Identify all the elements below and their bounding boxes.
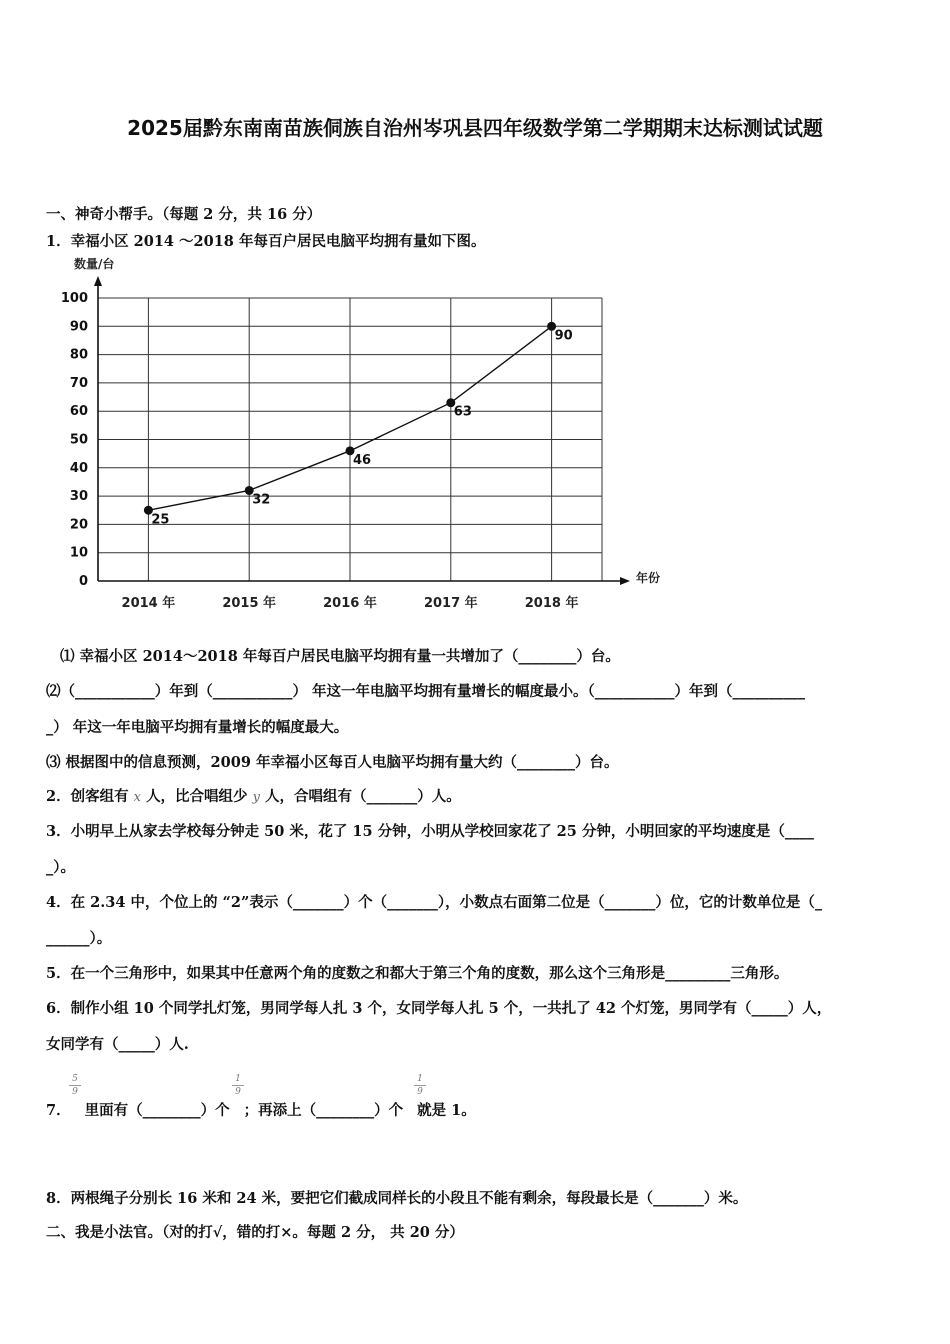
x-axis-label: 年份 — [636, 571, 661, 585]
q2-part1: 2．创客组有 — [46, 788, 129, 805]
q2-part2: 人，比合唱组少 — [146, 788, 248, 805]
y-tick-label: 40 — [69, 460, 88, 476]
x-axis-arrow — [620, 577, 630, 585]
data-label: 63 — [453, 404, 472, 420]
x-tick-label: 2015 年 — [222, 596, 277, 611]
x-tick-label: 2018 年 — [524, 596, 579, 611]
q2-var-y: y — [252, 790, 260, 805]
question-5: 5．在一个三角形中，如果其中任意两个角的度数之和都大于第三个角的度数，那么这个三角形是_________三角形。 — [46, 965, 789, 982]
question-1-2: ⑵（___________）年到（___________） 年这一年电脑平均拥有量增长的幅度最小。（___________）年到（__________ — [46, 683, 806, 700]
x-tick-label: 2014 年 — [121, 596, 176, 611]
question-2 — [46, 785, 461, 806]
section-2-heading: 二、我是小法官。（对的打√，错的打×。每题 2 分， 共 20 分） — [46, 1224, 464, 1241]
fraction-1-9-a: 1 9 — [232, 1074, 244, 1097]
y-tick-label: 70 — [69, 375, 88, 391]
y-axis-label: 数量/台 — [74, 257, 115, 271]
question-1-1: ⑴ 幸福小区 2014～2018 年每百户居民电脑平均拥有量一共增加了（________）台。 — [60, 648, 620, 665]
data-label: 32 — [252, 492, 271, 508]
data-label: 25 — [151, 512, 170, 528]
question-6-continued: 女同学有（_____）人. — [46, 1036, 189, 1053]
section-1-heading: 一、神奇小帮手。（每题 2 分，共 16 分） — [46, 206, 322, 223]
y-tick-label: 90 — [69, 319, 88, 335]
page-title: 2025届黔东南南苗族侗族自治州岑巩县四年级数学第二学期期末达标测试试题 — [127, 116, 823, 140]
question-1-3: ⑶ 根据图中的信息预测，2009 年幸福小区每百人电脑平均拥有量大约（________）台。 — [46, 754, 619, 771]
y-tick-labels — [61, 291, 88, 589]
question-1-2-continued: _） 年这一年电脑平均拥有量增长的幅度最大。 — [46, 719, 349, 736]
y-tick-label: 20 — [69, 517, 88, 533]
y-tick-label: 10 — [69, 545, 88, 561]
question-3-continued: _）。 — [46, 859, 75, 876]
chart-grid — [98, 298, 602, 581]
question-8: 8．两根绳子分别长 16 米和 24 米，要把它们截成同样长的小段且不能有剩余，每段最长是（_______）米。 — [46, 1190, 748, 1207]
q7-number: 7． — [46, 1102, 71, 1119]
q2-part3: 人，合唱组有（_______）人。 — [265, 788, 461, 805]
y-tick-label: 30 — [69, 489, 88, 505]
x-tick-labels — [122, 595, 579, 611]
question-7 — [46, 1099, 476, 1120]
q7-part3: 就是 1。 — [417, 1102, 476, 1119]
question-6: 6．制作小组 10 个同学扎灯笼，男同学每人扎 3 个，女同学每人扎 5 个，一共扎了 42 个灯笼，男同学有（_____）人， — [46, 1000, 832, 1017]
fraction-1-9-b: 1 9 — [414, 1074, 426, 1097]
y-tick-label: 50 — [69, 432, 88, 448]
line-chart — [60, 250, 680, 620]
data-label: 46 — [353, 452, 372, 468]
question-1: 1．幸福小区 2014 ～2018 年每百户居民电脑平均拥有量如下图。 — [46, 233, 486, 250]
x-tick-label: 2016 年 — [323, 596, 377, 611]
q7-part2: ；再添上（________）个 — [243, 1102, 404, 1119]
y-tick-label: 60 — [69, 404, 88, 420]
fraction-5-9: 5 9 — [69, 1074, 81, 1097]
y-tick-label: 80 — [69, 347, 88, 363]
question-3: 3．小明早上从家去学校每分钟走 50 米，花了 15 分钟，小明从学校回家花了 25 分钟，小明回家的平均速度是（____ — [46, 823, 814, 840]
y-axis-arrow — [94, 276, 102, 286]
q7-part1: 里面有（________）个 — [84, 1102, 230, 1119]
q2-var-x: x — [133, 790, 141, 805]
data-label: 90 — [554, 328, 573, 344]
question-4-continued: ______）。 — [46, 930, 112, 947]
question-4: 4．在 2.34 中，个位上的 “2”表示（_______）个（_______），小数点右面第二位是（_______）位，它的计数单位是（_ — [46, 894, 823, 911]
y-tick-label: 0 — [78, 574, 88, 589]
y-tick-label: 100 — [60, 291, 88, 306]
x-tick-label: 2017 年 — [423, 596, 478, 611]
